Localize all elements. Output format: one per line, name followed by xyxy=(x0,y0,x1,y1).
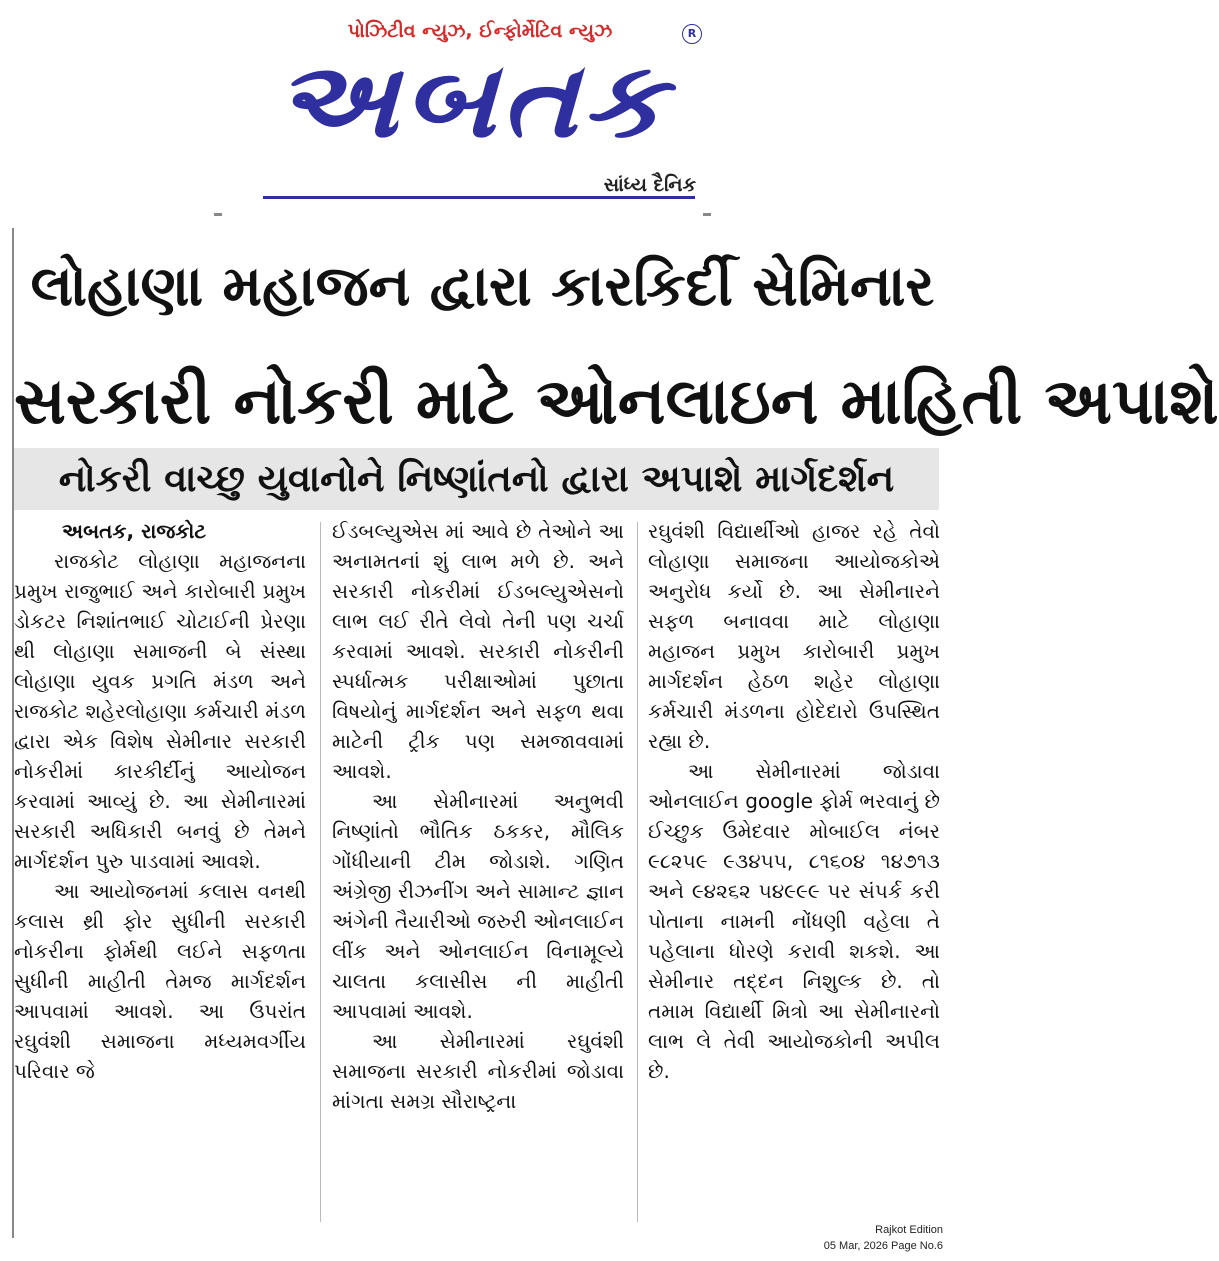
article-paragraph: રઘુવંશી વિદ્યાર્થીઓ હાજર રહે તેવો લોહાણા સમાજના આયોજકોએ અનુરોધ કર્યો છે. આ સેમીનારને સફળ બનાવવા માટે લોહાણા મહાજન પ્રમુખ કારોબારી પ્રમુખ માર્ગદર્શન હેઠળ શહેર લોહાણા કર્મચારી મંડળના હોદેદારો ઉપસ્થિત રહ્યા છે. xyxy=(648,519,940,753)
article-subheadline: નોકરી વાચ્છુ યુવાનોને નિષ્ણાંતનો દ્વારા અપાશે માર્ગદર્શન xyxy=(14,448,939,510)
registered-trademark-icon: R xyxy=(682,24,702,44)
masthead-divider-mark xyxy=(214,213,222,216)
article-paragraph: આ સેમીનારમાં અનુભવી નિષ્ણાંતો ભૌતિક ઠકકર, મૌલિક ગોંધીયાની ટીમ જોડાશે. ગણિત અંગ્રેજી રીઝનીંગ અને સામાન્ટ જ્ઞાન અંગેની તૈયારીઓ જરુરી ઓનલાઈન લીંક અને ઓનલાઈન વિનામૂલ્યે ચાલતા કલાસીસ ની માહીતી આપવામાં આવશે. xyxy=(332,789,624,1023)
article-column-2 xyxy=(332,516,624,1116)
article-headline-line-1: લોહાણા મહાજન દ્વારા કારકિર્દી સેમિનાર xyxy=(30,254,935,319)
article-paragraph: આ સેમીનારમાં જોડાવા ઓનલાઈન google ફોર્મ ભરવાનું છે ઈચ્છુક ઉમેદવાર મોબાઈલ નંબર ૯૮૨૫૯ ૯૩૪૫૫, ૮૧૬૦૪ ૧૪૭૧૩ અને ૯૪૨૬૨ ૫૪૯૯૯ પર સંપર્ક કરી પોતાના નામની નોંધણી વહેલા તે પહેલાના ધોરણે કરાવી શકશે. આ સેમીનાર તદ્દન નિશુલ્ક છે. તો તમામ વિદ્યાર્થી મિત્રો આ સેમીનારનો લાભ લે તેવી આયોજકોની અપીલ છે. xyxy=(648,759,940,1083)
column-divider xyxy=(637,522,638,1222)
column-divider xyxy=(320,522,321,1222)
article-headline-line-2: સરકારી નોકરી માટે ઓનલાઇન માહિતી અપાશે xyxy=(14,365,1219,439)
masthead xyxy=(0,0,951,215)
article-dateline: અબતક, રાજકોટ xyxy=(62,519,207,543)
masthead-underline xyxy=(263,196,695,199)
masthead-tagline: પોઝિટીવ ન્યુઝ, ઈન્ફોર્મેટિવ ન્યુઝ xyxy=(347,20,613,42)
newspaper-logo: અબતક xyxy=(275,39,669,161)
article-paragraph: રાજકોટ લોહાણા મહાજનના પ્રમુખ રાજુભાઈ અને કારોબારી પ્રમુખ ડોકટર નિશાંતભાઈ ચોટાઈની પ્રેરણા થી લોહાણા સમાજની બે સંસ્થા લોહાણા યુવક પ્રગતિ મંડળ અને રાજકોટ શહેરલોહાણા કર્મચારી મંડળ દ્વારા એક વિશેષ સેમીનાર સરકારી નોકરીમાં કારકીર્દીનું આયોજન કરવામાં આવ્યું છે. આ સેમીનારમાં સરકારી અધિકારી બનવું છે તેમને માર્ગદર્શન પુરુ પાડવામાં આવશે. xyxy=(14,549,306,873)
edition-label: Rajkot Edition xyxy=(875,1224,943,1236)
article-column-3 xyxy=(648,516,940,1086)
article-paragraph: આ સેમીનારમાં રઘુવંશી સમાજના સરકારી નોકરીમાં જોડાવા માંગતા સમગ્ર સૌરાષ્ટ્રના xyxy=(332,1029,624,1113)
masthead-divider-mark xyxy=(703,213,711,216)
date-page-label: 05 Mar, 2026 Page No.6 xyxy=(823,1240,943,1252)
article-paragraph: આ આયોજનમાં કલાસ વનથી કલાસ થ્રી ફોર સુધીની સરકારી નોકરીના ફોર્મથી લઈને સફળતા સુધીની માહીતી તેમજ માર્ગદર્શન આપવામાં આવશે. આ ઉપરાંત રઘુવંશી સમાજના મધ્યમવર્ગીય પરિવાર જે xyxy=(14,879,306,1083)
article-paragraph: ઈડબલ્યુએસ માં આવે છે તેઓને આ અનામતનાં શું લાભ મળે છે. અને સરકારી નોકરીમાં ઈડબલ્યુએસનો લાભ લઈ રીતે લેવો તેની પણ ચર્ચા કરવામાં આવશે. સરકારી નોકરીની સ્પર્ધાત્મક પરીક્ષાઓમાં પુછાતા વિષયોનું માર્ગદર્શન અને સફળ થવા માટેની ટ્રીક પણ સમજાવવામાં આવશે. xyxy=(332,519,624,783)
masthead-subtitle: સાંધ્ય દૈનિક xyxy=(603,174,696,196)
article-column-1 xyxy=(14,516,306,1086)
